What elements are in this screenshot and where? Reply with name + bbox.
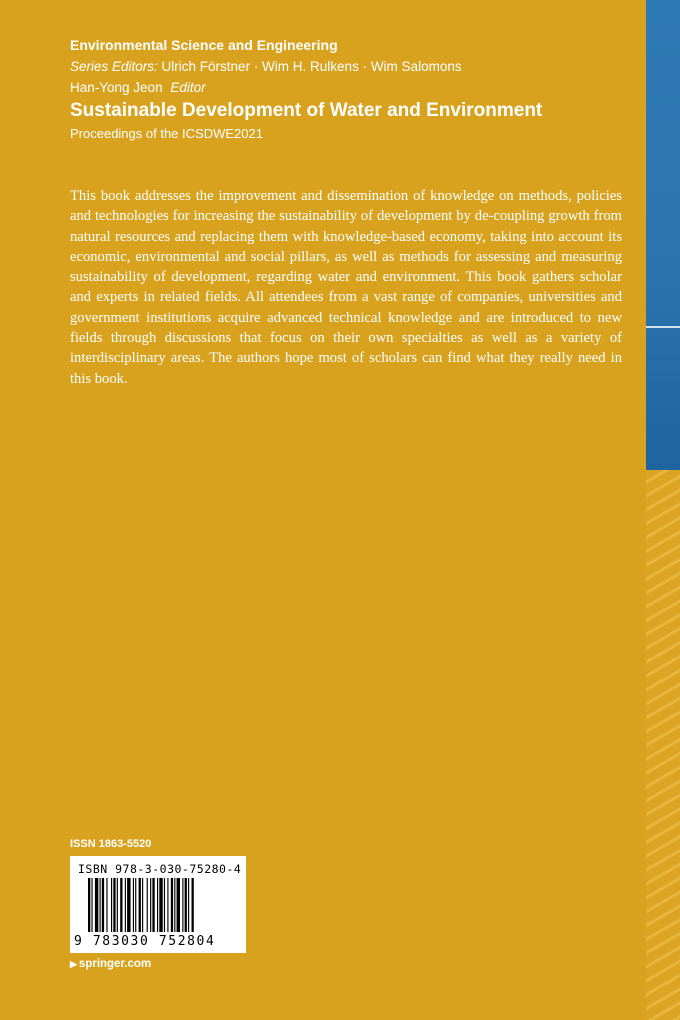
book-abstract: This book addresses the improvement and dissemination of knowledge on methods, policies and technologies for increasing the sustainability of development by de-coupling growth from natural resources and replacing them with knowledge-based economy, taking into account its economic, environmental and social pillars, as well as methods for assessing and measuring sustainability of development, regarding water and environment. This book gathers scholar and experts in related fields. All attendees from a vast range of companies, universities and government institutions acquire advanced technical knowledge and are introduced to new fields through discussions that focus on their own specialties as well as a variety of interdisciplinary areas. The authors hope most of scholars can find what they really need in this book.: [70, 188, 622, 387]
barcode-bar: [125, 878, 126, 932]
barcode-bar: [95, 878, 98, 932]
barcode-bar: [147, 878, 148, 932]
barcode-bar: [188, 878, 189, 932]
barcode-bar: [164, 878, 165, 932]
book-subtitle: Proceedings of the ICSDWE2021: [70, 126, 263, 141]
barcode-digits: 9 783030 752804: [74, 934, 216, 949]
publisher-url: springer.com: [78, 958, 152, 970]
editor-name: Han-Yong Jeon: [70, 80, 163, 95]
barcode-bar: [185, 878, 187, 932]
barcode-bar: [150, 878, 151, 932]
series-editors-names: Ulrich Förstner · Wim H. Rulkens · Wim Salomons: [157, 59, 462, 74]
barcode-bar: [167, 878, 168, 932]
barcode-bar: [157, 878, 158, 932]
barcode-bar: [111, 878, 112, 932]
barcode-bar: [171, 878, 173, 932]
barcode-bar: [102, 878, 104, 932]
issn: ISSN 1863-5520: [70, 838, 152, 850]
barcode-bar: [159, 878, 162, 932]
triangle-right-icon: ▶: [70, 959, 77, 969]
barcode-bar: [182, 878, 183, 932]
barcode-bar: [91, 878, 92, 932]
spine-divider: [646, 326, 680, 328]
barcode-bar: [192, 878, 194, 932]
barcode-bar: [177, 878, 180, 932]
spine-stripe-pattern: [646, 470, 680, 1020]
isbn-barcode: [70, 856, 246, 953]
series-title: Environmental Science and Engineering: [70, 37, 338, 53]
barcode-bar: [152, 878, 154, 932]
book-title: Sustainable Development of Water and Environment: [70, 100, 543, 121]
barcode-bar: [139, 878, 141, 932]
barcode-bar: [100, 878, 101, 932]
spine-blue-band: [646, 0, 680, 470]
editor-role: Editor: [170, 80, 206, 95]
series-editors-label: Series Editors:: [70, 59, 158, 74]
barcode-bar: [106, 878, 107, 932]
publisher-link[interactable]: [70, 958, 151, 970]
spine-strip: [646, 0, 680, 1020]
barcode-bar: [88, 878, 90, 932]
barcode-bar: [127, 878, 130, 932]
barcode-bar: [135, 878, 136, 932]
barcode-bar: [133, 878, 134, 932]
barcode-bar: [174, 878, 175, 932]
cover-header: [70, 36, 630, 143]
barcode-bar: [117, 878, 118, 932]
barcode-bars: [88, 878, 230, 936]
isbn-label: ISBN 978-3-030-75280-4: [78, 862, 242, 876]
barcode-bar: [120, 878, 122, 932]
barcode-bar: [142, 878, 143, 932]
barcode-bar: [113, 878, 115, 932]
book-editor: [70, 79, 630, 97]
series-editors: [70, 58, 630, 76]
